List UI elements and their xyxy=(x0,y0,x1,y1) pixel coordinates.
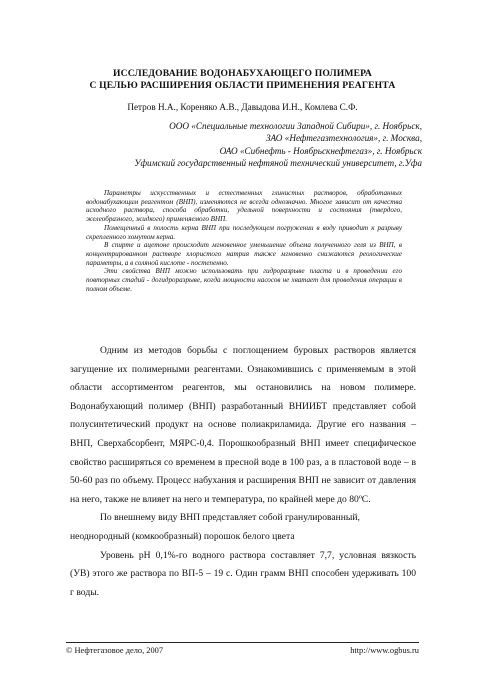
paper-title xyxy=(70,68,415,92)
authors: Петров Н.А., Кореняко А.В., Давыдова И.Н., Комлева С.Ф. xyxy=(127,102,358,112)
abstract-paragraph-2: Помещенный в полость керна ВНП при последующем погружении в воду приводит к разрыву скрепленного хомутом керна. xyxy=(86,223,402,241)
title-line-2: С ЦЕЛЬЮ РАСШИРЕНИЯ ОБЛАСТИ ПРИМЕНЕНИЯ РЕАГЕНТА xyxy=(89,80,396,91)
abstract-paragraph-4: Эти свойства ВНП можно использовать при гидроразрыве пласта и в проведении его повторных стадий - догидроразрыве, когда мощности насосов не хватает для проведения операции в полном объеме. xyxy=(86,267,402,293)
affiliation-2: ЗАО «Нефтегазтехнология», г. Москва, xyxy=(265,133,422,144)
footer-copyright: © Нефтегазовое дело, 2007 xyxy=(66,646,164,655)
title-line-1: ИССЛЕДОВАНИЕ ВОДОНАБУХАЮЩЕГО ПОЛИМЕРА xyxy=(113,68,372,79)
abstract-paragraph-1: Параметры искусственных и естественных глинистых растворов, обработанных водонабухающим реагентом (ВНП), изменяются не всегда однозначно. Многое зависит от качества исходного раствора, способа обработки, удельной поверхности и состояния (твердого, желеобразного, жидкого) применяемого ВНП. xyxy=(86,189,402,224)
affiliation-4: Уфимский государственный нефтяной технический университет, г.Уфа xyxy=(134,158,422,169)
affiliations xyxy=(82,120,422,170)
abstract xyxy=(86,189,402,293)
affiliation-3: ОАО «Сибнефть - Ноябрьскнефтегаз», г. Ноябрьск xyxy=(219,145,422,156)
body-paragraph-3: Уровень рН 0,1%-го водного раствора составляет 7,7, условная вязкость (УВ) этого же раствора по ВП-5 – 19 с. Один грамм ВНП способен удерживать 100 г воды. xyxy=(70,549,416,598)
body-paragraph-2: По внешнему виду ВНП представляет собой гранулированный, неоднородный (комкообразный) порошок белого цвета xyxy=(70,512,360,542)
abstract-paragraph-3: В спирте и ацетоне происходит мгновенное уменьшение объема полученного геля из ВНП, в концентрированном растворе хлористого натрия также мгновенно снижаются реологические параметры, а в соляной кислоте - постепенно. xyxy=(86,241,402,267)
footer-url[interactable]: http://www.ogbus.ru xyxy=(350,646,419,655)
footer-divider xyxy=(66,642,419,643)
affiliation-1: ООО «Специальные технологии Западной Сибири», г. Ноябрьск, xyxy=(169,121,422,131)
body-paragraph-1: Одним из методов борьбы с поглощением буровых растворов является загущение их полимерными реагентами. Ознакомившись с применяемым в этой области ассортиментом реагентов, мы остановились на новом полимере. Водонабухающий полимер (ВНП) разработанный ВНИИБТ представляет собой полусинтетический продукт на основе полиакриламида. Другие его названия – ВНП, Сверхабсорбент, МЯРС-0,4. Порошкообразный ВНП имеет специфическое свойство расширяться со временем в пресной воде в 100 раз, а в пластовой воде – в 50-60 раз по объему. Процесс набухания и расширения ВНП не зависит от давления на него, также не влияет на него и температура, по крайней мере до 80ºC. xyxy=(70,345,416,505)
body-text xyxy=(70,342,416,602)
